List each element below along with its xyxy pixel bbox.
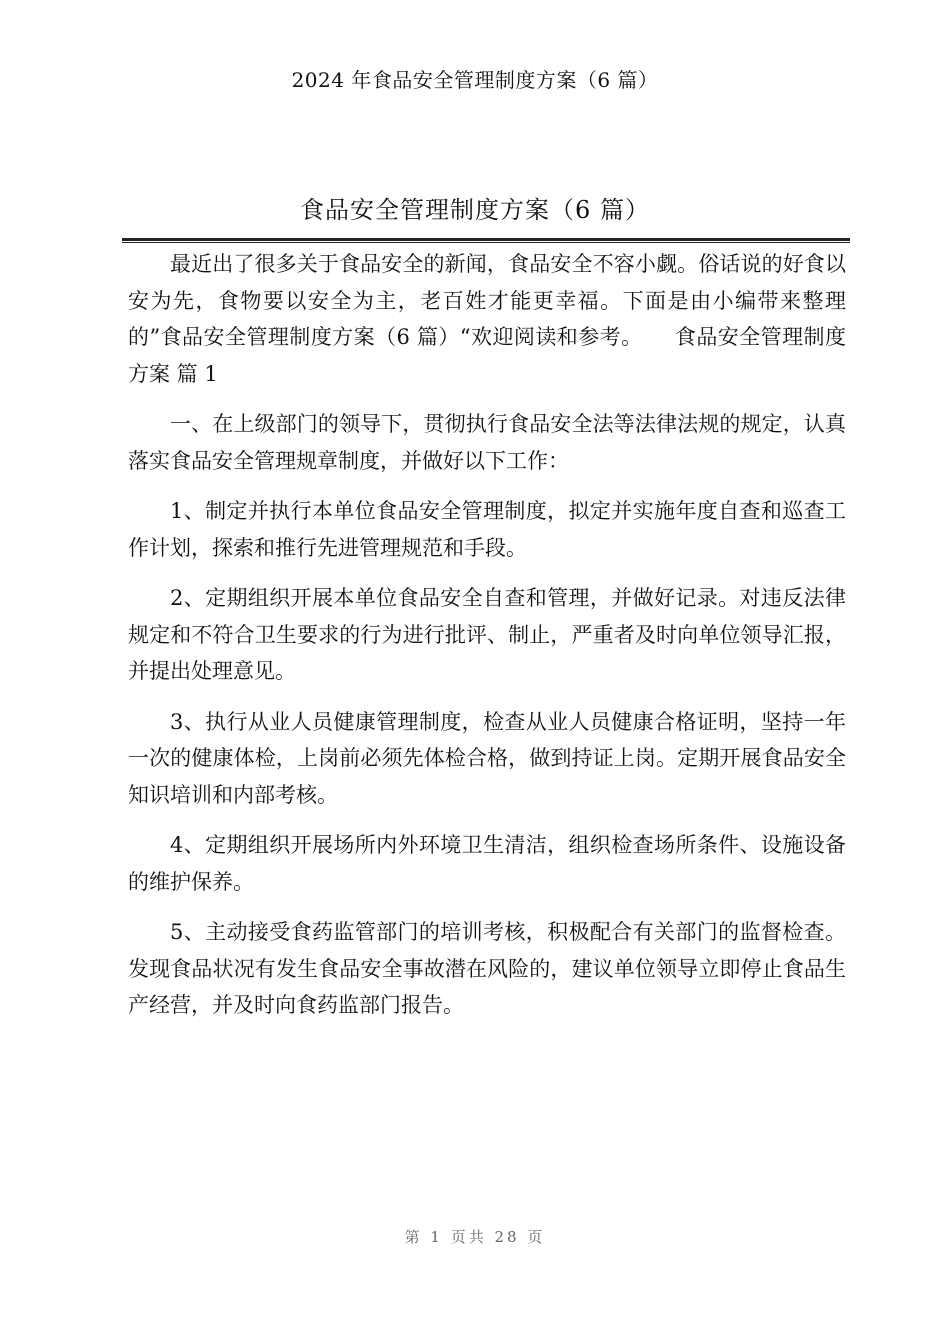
section-paragraph-1: 一、在上级部门的领导下，贯彻执行食品安全法等法律法规的规定，认真落实食品安全管理规章制度，并做好以下工作： <box>128 412 846 473</box>
intro-paragraph: 最近出了很多关于食品安全的新闻，食品安全不容小觑。俗话说的好食以安为先，食物要以安全为主，老百姓才能更幸福。下面是由小编带来整理的”食品安全管理制度方案（6 篇）“欢迎阅读和参考。 食品安全管理制度方案 篇 1 <box>128 252 846 386</box>
title-divider <box>122 238 850 243</box>
item-paragraph-5: 5、主动接受食药监管部门的培训考核，积极配合有关部门的监督检查。发现食品状况有发生食品安全事故潜在风险的，建议单位领导立即停止食品生产经营，并及时向食药监部门报告。 <box>128 920 846 1017</box>
document-body <box>128 246 846 1038</box>
item-paragraph-1: 1、制定并执行本单位食品安全管理制度，拟定并实施年度自查和巡查工作计划，探索和推行先进管理规范和手段。 <box>128 499 846 560</box>
page-header: 2024 年食品安全管理制度方案（6 篇） <box>291 68 659 92</box>
item-paragraph-2: 2、定期组织开展本单位食品安全自查和管理，并做好记录。对违反法律规定和不符合卫生要求的行为进行批评、制止，严重者及时向单位领导汇报，并提出处理意见。 <box>128 586 846 683</box>
page-number-footer: 第 1 页共 28 页 <box>404 1228 546 1246</box>
item-paragraph-3: 3、执行从业人员健康管理制度，检查从业人员健康合格证明，坚持一年一次的健康体检，上岗前必须先体检合格，做到持证上岗。定期开展食品安全知识培训和内部考核。 <box>128 709 846 807</box>
document-title: 食品安全管理制度方案（6 篇） <box>300 196 650 224</box>
item-paragraph-4: 4、定期组织开展场所内外环境卫生清洁，组织检查场所条件、设施设备的维护保养。 <box>128 833 846 894</box>
